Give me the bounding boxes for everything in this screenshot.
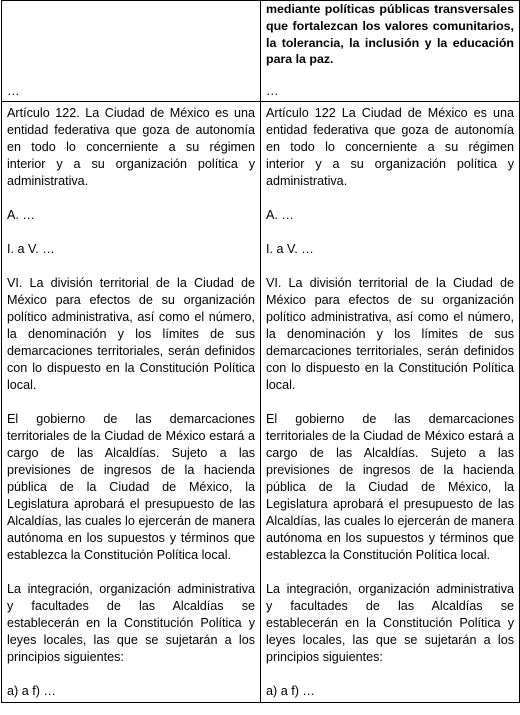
cell-top-left	[2, 1, 261, 102]
subsections-paragraph: a) a f) …	[7, 684, 56, 698]
cell-top-right-wrap	[266, 1, 514, 101]
alcaldias-government-paragraph: El gobierno de las demarcaciones territoriales de la Ciudad de México estará a cargo de las Alcaldías. Sujeto a las previsiones de ingresos de la hacienda pública de la Ciudad de México, la Legislatura aprobará el presupuesto de las Alcaldías, las cuales lo ejercerán de manera autónoma en los supuestos y términos que establezca la Constitución Política local.	[7, 412, 255, 562]
section-a-paragraph: A. …	[266, 208, 294, 222]
alcaldias-integration-paragraph: La integración, organización administrativa y facultades de las Alcaldías se establecerán en la Constitución Política y leyes locales, las que se sujetarán a los principios siguientes:	[7, 582, 255, 664]
table-row-top	[2, 1, 520, 102]
bold-paragraph: mediante políticas públicas transversales que fortalezcan los valores comunitarios, la tolerancia, la inclusión y la educación para la paz.	[266, 2, 514, 67]
fractions-i-v-paragraph: I. a V. …	[266, 242, 314, 256]
cell-proposed-text	[261, 102, 520, 703]
table-row-main	[2, 102, 520, 703]
alcaldias-integration-paragraph: La integración, organización administrativa y facultades de las Alcaldías se establecerán en la Constitución Política y leyes locales, las que se sujetarán a los principios siguientes:	[266, 582, 514, 664]
fraction-vi-paragraph: VI. La división territorial de la Ciudad de México para efectos de su organización político administrativa, así como el número, la denominación y los límites de sus demarcaciones territoriales, serán definidos con lo dispuesto en la Constitución Política local.	[266, 276, 514, 392]
cell-top-left-wrap	[7, 1, 255, 101]
fraction-vi-paragraph: VI. La división territorial de la Ciudad de México para efectos de su organización político administrativa, así como el número, la denominación y los límites de sus demarcaciones territoriales, serán definidos con lo dispuesto en la Constitución Política local.	[7, 276, 255, 392]
ellipsis-text: …	[266, 84, 279, 99]
article-122-paragraph: Artículo 122 La Ciudad de México es una entidad federativa que goza de autonomía en todo lo concerniente a su régimen interior y a su organización política y administrativa.	[266, 106, 514, 188]
ellipsis-text: …	[7, 84, 20, 98]
alcaldias-government-paragraph: El gobierno de las demarcaciones territoriales de la Ciudad de México estará a cargo de las Alcaldías. Sujeto a las previsiones de ingresos de la hacienda pública de la Ciudad de México, la Legislatura aprobará el presupuesto de las Alcaldías, las cuales lo ejercerán de manera autónoma en los supuestos y términos que establezca la Constitución Política local.	[266, 412, 514, 562]
subsections-paragraph: a) a f) …	[266, 684, 315, 698]
comparison-table	[1, 0, 520, 703]
cell-current-text	[2, 102, 261, 703]
section-a-paragraph: A. …	[7, 208, 35, 222]
article-122-paragraph: Artículo 122. La Ciudad de México es una entidad federativa que goza de autonomía en todo lo concerniente a su régimen interior y a su organización política y administrativa.	[7, 106, 255, 188]
cell-top-right	[261, 1, 520, 102]
fractions-i-v-paragraph: I. a V. …	[7, 242, 55, 256]
